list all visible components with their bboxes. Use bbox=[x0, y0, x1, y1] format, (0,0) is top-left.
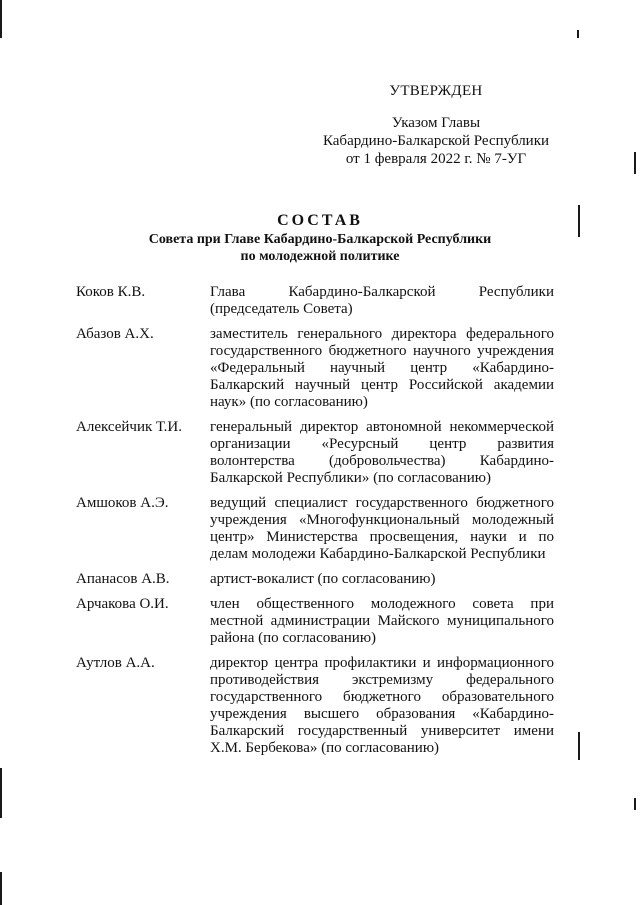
scan-edge-mark bbox=[578, 205, 580, 237]
member-name: Апанасов А.В. bbox=[76, 571, 170, 587]
member-row bbox=[76, 284, 554, 318]
member-role: артист-вокалист (по согласованию) bbox=[210, 571, 436, 587]
scan-edge-mark bbox=[0, 0, 2, 38]
member-row bbox=[76, 419, 554, 487]
scan-edge-mark bbox=[578, 732, 580, 760]
approval-line: Указом Главы bbox=[391, 115, 481, 131]
member-role: ведущий специалист государственного бюджетного учреждения «Многофункциональный молодежный центр» Министерства просвещения, науки и по делам молодежи Кабардино-Балкарской Республики bbox=[210, 495, 554, 562]
member-row bbox=[76, 655, 554, 757]
member-name: Алексейчик Т.И. bbox=[76, 419, 183, 435]
member-name: Абазов А.Х. bbox=[76, 326, 154, 342]
member-list bbox=[76, 284, 554, 765]
member-row bbox=[76, 326, 554, 411]
member-role: генеральный директор автономной некоммерческой организации «Ресурсный центр развития волонтерства (добровольчества) Кабардино-Балкарской Республики» (по согласованию) bbox=[210, 419, 554, 486]
document-subtitle: Совета при Главе Кабардино-Балкарской Республики bbox=[148, 232, 492, 247]
scan-edge-mark bbox=[634, 798, 636, 810]
scan-edge-mark bbox=[0, 768, 2, 818]
approval-date: от 1 февраля 2022 г. № 7-УГ bbox=[345, 151, 527, 167]
scan-edge-mark bbox=[634, 152, 636, 174]
member-name: Аутлов А.А. bbox=[76, 655, 155, 671]
scan-edge-mark bbox=[0, 872, 2, 905]
member-role: директор центра профилактики и информационного противодействия экстремизму федерального государственного бюджетного образовательного учреждения высшего образования «Кабардино-Балкарский государственный университет имени Х.М. Бербекова» (по согласованию) bbox=[210, 655, 554, 756]
document-subtitle: по молодежной политике bbox=[240, 249, 400, 264]
document-heading bbox=[80, 212, 560, 265]
scan-edge-mark bbox=[577, 30, 579, 38]
member-row bbox=[76, 596, 554, 647]
approval-line: Кабардино-Балкарской Республики bbox=[322, 133, 550, 149]
member-row bbox=[76, 571, 554, 588]
approval-block bbox=[316, 82, 556, 168]
member-name: Амшоков А.Э. bbox=[76, 495, 169, 511]
member-name: Коков К.В. bbox=[76, 284, 146, 300]
member-row bbox=[76, 495, 554, 563]
member-role: заместитель генерального директора федерального государственного бюджетного научного учреждения «Федеральный научный центр «Кабардино-Балкарский научный центр Российской академии наук» (по согласованию) bbox=[210, 326, 554, 410]
member-role: Глава Кабардино-Балкарской Республики (председатель Совета) bbox=[210, 284, 554, 317]
member-role: член общественного молодежного совета при местной администрации Майского муниципального района (по согласованию) bbox=[210, 596, 554, 646]
document-title: СОСТАВ bbox=[277, 212, 363, 229]
member-name: Арчакова О.И. bbox=[76, 596, 169, 612]
approval-stamp: УТВЕРЖДЕН bbox=[389, 83, 483, 99]
